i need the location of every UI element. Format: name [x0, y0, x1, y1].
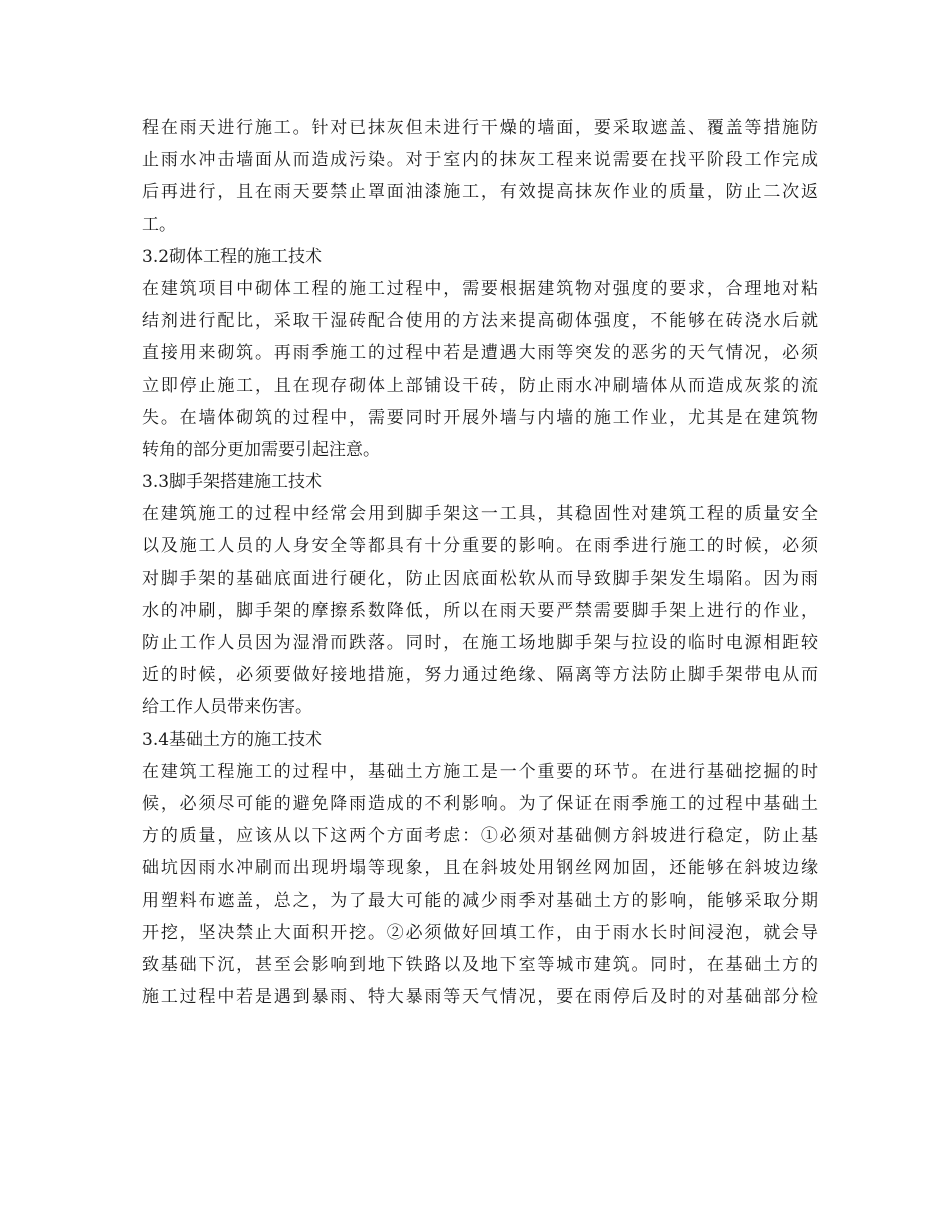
text-line: 水的冲刷，脚手架的摩擦系数降低，所以在雨天要严禁需要脚手架上进行的作业， [142, 600, 818, 621]
text-line: 候，必须尽可能的避免降雨造成的不利影响。为了保证在雨季施工的过程中基础土 [142, 793, 818, 814]
document-body [142, 112, 818, 1013]
text-line: 工。 [142, 214, 176, 235]
text-line: 在建筑项目中砌体工程的施工过程中，需要根据建筑物对强度的要求，合理地对粘 [142, 278, 818, 299]
text-line: 立即停止施工，且在现存砌体上部铺设干砖，防止雨水冲刷墙体从而造成灰浆的流 [142, 375, 818, 396]
text-line: 础坑因雨水冲刷而出现坍塌等现象，且在斜坡处用钢丝网加固，还能够在斜坡边缘 [142, 858, 818, 879]
text-line: 给工作人员带来伤害。 [142, 697, 312, 718]
text-line: 在建筑施工的过程中经常会用到脚手架这一工具，其稳固性对建筑工程的质量安全 [142, 504, 818, 525]
text-line: 失。在墙体砌筑的过程中，需要同时开展外墙与内墙的施工作业，尤其是在建筑物 [142, 407, 818, 428]
text-line: 用塑料布遮盖，总之，为了最大可能的减少雨季对基础土方的影响，能够采取分期 [142, 890, 818, 911]
text-line: 转角的部分更加需要引起注意。 [142, 439, 380, 460]
text-line: 开挖，坚决禁止大面积开挖。②必须做好回填工作，由于雨水长时间浸泡，就会导 [142, 922, 818, 943]
section-heading: 3.2砌体工程的施工技术 [142, 246, 323, 267]
section-heading: 3.4基础土方的施工技术 [142, 729, 323, 750]
text-line: 对脚手架的基础底面进行硬化，防止因底面松软从而导致脚手架发生塌陷。因为雨 [142, 568, 818, 589]
text-line: 方的质量，应该从以下这两个方面考虑：①必须对基础侧方斜坡进行稳定，防止基 [142, 826, 818, 847]
text-line: 止雨水冲击墙面从而造成污染。对于室内的抹灰工程来说需要在找平阶段工作完成 [142, 150, 818, 171]
text-line: 直接用来砌筑。再雨季施工的过程中若是遭遇大雨等突发的恶劣的天气情况，必须 [142, 343, 818, 364]
text-line: 施工过程中若是遇到暴雨、特大暴雨等天气情况，要在雨停后及时的对基础部分检 [142, 987, 818, 1008]
text-line: 防止工作人员因为湿滑而跌落。同时，在施工场地脚手架与拉设的临时电源相距较 [142, 633, 818, 653]
text-line: 结剂进行配比，采取干湿砖配合使用的方法来提高砌体强度，不能够在砖浇水后就 [142, 311, 818, 332]
text-line: 近的时候，必须要做好接地措施，努力通过绝缘、隔离等方法防止脚手架带电从而 [142, 665, 818, 686]
text-line: 致基础下沉，甚至会影响到地下铁路以及地下室等城市建筑。同时，在基础土方的 [142, 954, 818, 975]
text-line: 以及施工人员的人身安全等都具有十分重要的影响。在雨季进行施工的时候，必须 [142, 536, 818, 557]
text-line: 后再进行，且在雨天要禁止罩面油漆施工，有效提高抹灰作业的质量，防止二次返 [142, 182, 818, 203]
text-line: 在建筑工程施工的过程中，基础土方施工是一个重要的环节。在进行基础挖掘的时 [142, 761, 818, 782]
section-heading: 3.3脚手架搭建施工技术 [142, 472, 323, 493]
text-line: 程在雨天进行施工。针对已抹灰但未进行干燥的墙面，要采取遮盖、覆盖等措施防 [142, 118, 818, 138]
